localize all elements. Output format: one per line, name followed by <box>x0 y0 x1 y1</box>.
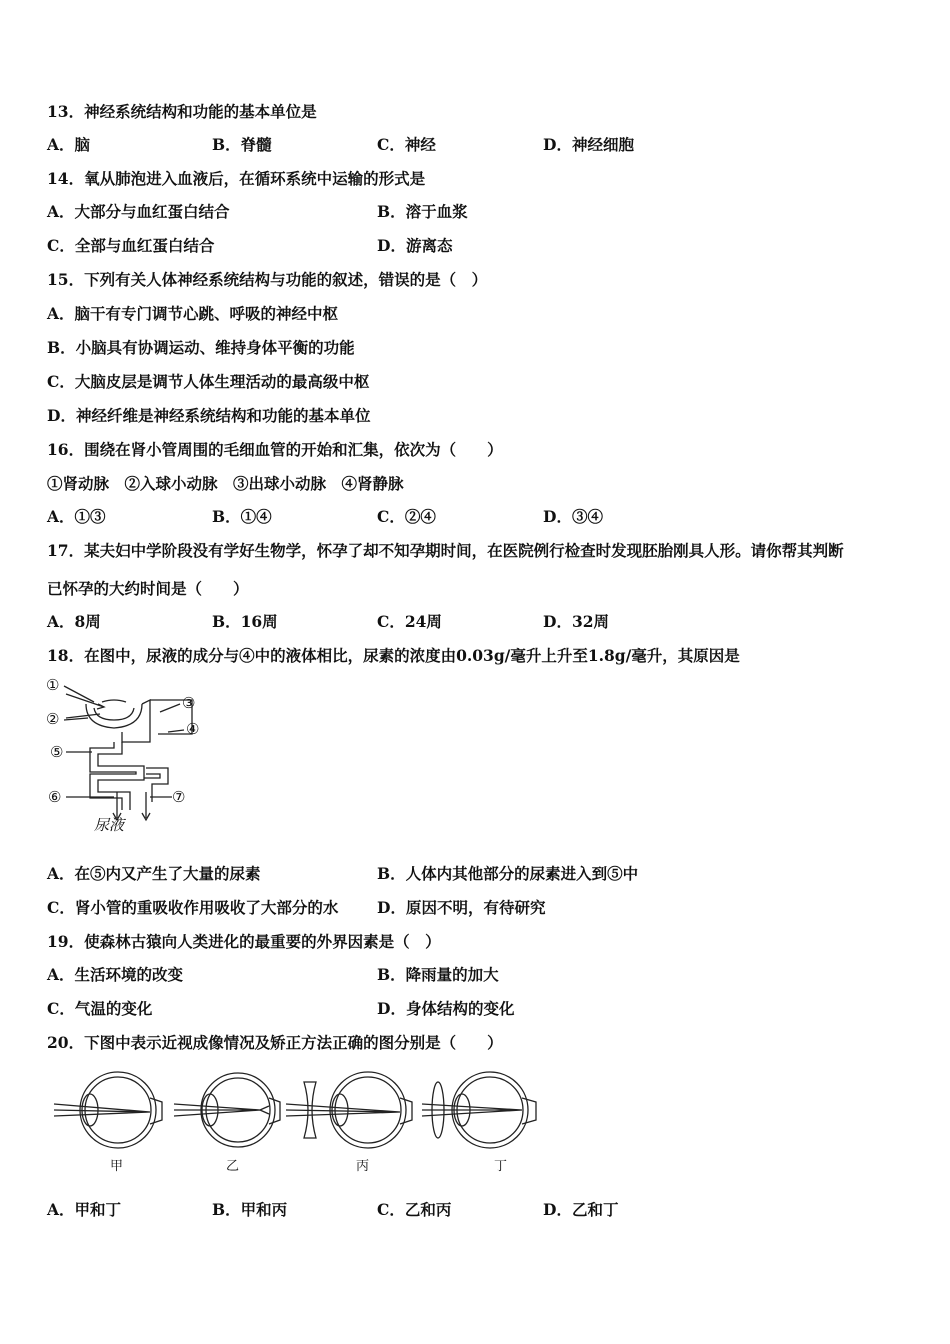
q15-stem: 15．下列有关人体神经系统结构与功能的叙述，错误的是（ ） <box>47 270 488 289</box>
efferent-arteriole <box>66 714 100 718</box>
q19-stem: 19．使森林古猿向人类进化的最重要的外界因素是（ ） <box>47 932 441 951</box>
bowmans-capsule <box>86 704 142 728</box>
q16-option-a[interactable]: A．①③ <box>47 507 106 526</box>
q19-option-a[interactable]: A．生活环境的改变 <box>47 965 184 984</box>
q16-items: ①肾动脉 ②入球小动脉 ③出球小动脉 ④肾静脉 <box>47 474 404 493</box>
q17-option-a[interactable]: A．8周 <box>47 612 101 631</box>
q18-option-c[interactable]: C．肾小管的重吸收作用吸收了大部分的水 <box>47 898 339 917</box>
q14-stem: 14．氧从肺泡进入血液后，在循环系统中运输的形式是 <box>47 169 426 188</box>
q20-option-c[interactable]: C．乙和丙 <box>377 1200 452 1219</box>
q17-stem-line1: 17．某夫妇中学阶段没有学好生物学，怀孕了却不知孕期时间，在医院例行检查时发现胚胎刚具人形。请你帮其判断 <box>47 541 844 560</box>
q14-option-d[interactable]: D．游离态 <box>377 236 453 255</box>
q15-option-c[interactable]: C．大脑皮层是调节人体生理活动的最高级中枢 <box>47 372 370 391</box>
figure-label-4: ④ <box>186 720 200 738</box>
figure-label-2: ② <box>46 710 60 728</box>
q13-stem: 13．神经系统结构和功能的基本单位是 <box>47 102 317 121</box>
q15-option-d[interactable]: D．神经纤维是神经系统结构和功能的基本单位 <box>47 406 371 425</box>
q15-option-b[interactable]: B．小脑具有协调运动、维持身体平衡的功能 <box>47 338 355 357</box>
q16-stem: 16．围绕在肾小管周围的毛细血管的开始和汇集，依次为（ ） <box>47 440 503 459</box>
figure-caption-urine: 尿液 <box>94 816 125 834</box>
figure-label-1: ① <box>46 676 60 694</box>
q13-option-a[interactable]: A．脑 <box>47 135 91 154</box>
figure-label-5: ⑤ <box>50 743 64 761</box>
eye-yi <box>174 1073 280 1147</box>
eye-ding <box>422 1072 536 1148</box>
q15-option-a[interactable]: A．脑干有专门调节心跳、呼吸的神经中枢 <box>47 304 339 323</box>
figure-label-3: ③ <box>182 694 196 712</box>
q20-stem: 20．下图中表示近视成像情况及矫正方法正确的图分别是（ ） <box>47 1033 503 1052</box>
q18-option-a[interactable]: A．在⑤内又产生了大量的尿素 <box>47 864 261 883</box>
figure-label-7: ⑦ <box>172 788 186 806</box>
q14-option-b[interactable]: B．溶于血浆 <box>377 202 468 221</box>
q17-option-b[interactable]: B．16周 <box>212 612 278 631</box>
q19-option-b[interactable]: B．降雨量的加大 <box>377 965 499 984</box>
q17-option-d[interactable]: D．32周 <box>543 612 610 631</box>
renal-tubule <box>98 742 144 810</box>
q20-option-d[interactable]: D．乙和丁 <box>543 1200 619 1219</box>
q19-option-c[interactable]: C．气温的变化 <box>47 999 153 1018</box>
q13-option-b[interactable]: B．脊髓 <box>212 135 272 154</box>
q14-option-c[interactable]: C．全部与血红蛋白结合 <box>47 236 215 255</box>
q13-option-c[interactable]: C．神经 <box>377 135 436 154</box>
eye-bing <box>286 1072 412 1148</box>
eye-caption-ding: 丁 <box>494 1159 508 1174</box>
q14-option-a[interactable]: A．大部分与血红蛋白结合 <box>47 202 230 221</box>
q20-option-b[interactable]: B．甲和丙 <box>212 1200 288 1219</box>
q13-option-d[interactable]: D．神经细胞 <box>543 135 634 154</box>
q17-stem-line2: 已怀孕的大约时间是（ ） <box>47 579 249 598</box>
eye-caption-yi: 乙 <box>226 1159 240 1174</box>
q18-option-b[interactable]: B．人体内其他部分的尿素进入到⑤中 <box>377 864 639 883</box>
eye-jia <box>54 1072 162 1148</box>
eye-caption-bing: 丙 <box>356 1159 370 1174</box>
q19-option-d[interactable]: D．身体结构的变化 <box>377 999 515 1018</box>
eye-caption-jia: 甲 <box>110 1159 124 1174</box>
q16-option-d[interactable]: D．③④ <box>543 507 603 526</box>
figure-label-6: ⑥ <box>48 788 62 806</box>
eye-figure <box>50 1062 560 1177</box>
afferent-arteriole <box>66 694 104 707</box>
q16-option-b[interactable]: B．①④ <box>212 507 272 526</box>
q18-stem: 18．在图中，尿液的成分与④中的液体相比，尿素的浓度由0.03g/毫升上升至1.8g/毫升，其原因是 <box>47 646 740 665</box>
nephron-figure <box>42 672 212 834</box>
q20-option-a[interactable]: A．甲和丁 <box>47 1200 122 1219</box>
q16-option-c[interactable]: C．②④ <box>377 507 436 526</box>
q18-option-d[interactable]: D．原因不明，有待研究 <box>377 898 546 917</box>
q17-option-c[interactable]: C．24周 <box>377 612 442 631</box>
